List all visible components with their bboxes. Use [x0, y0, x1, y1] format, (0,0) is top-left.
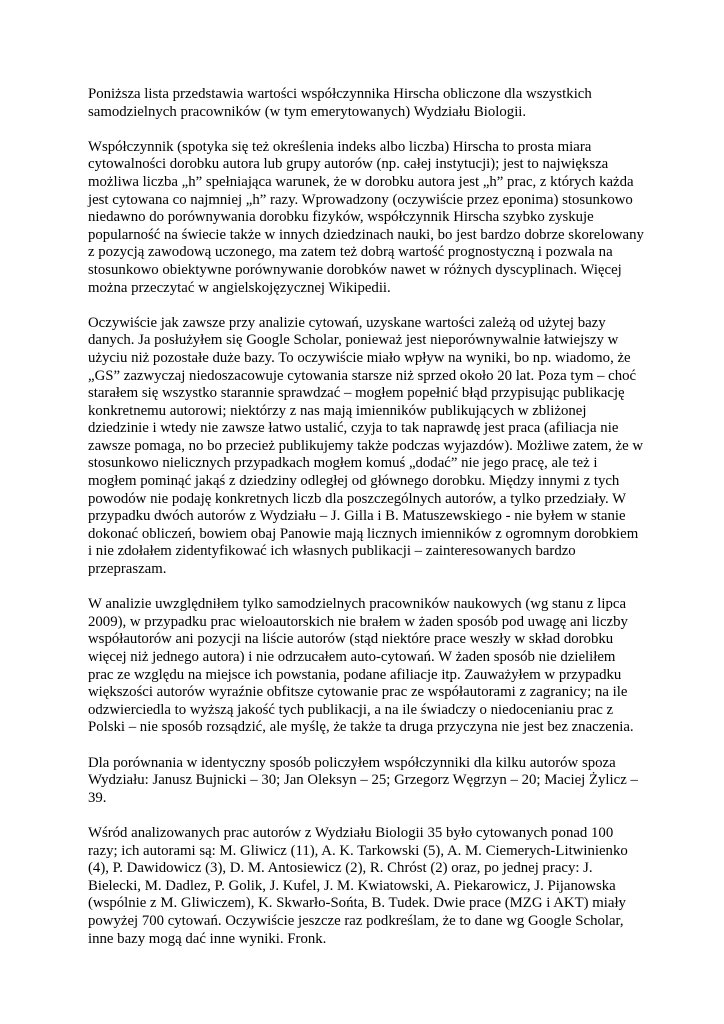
paragraph-intro: Poniższa lista przedstawia wartości współczynnika Hirscha obliczone dla wszystkich samodzielnych pracowników (w tym emerytowanych) Wydziału Biologii. — [88, 86, 592, 120]
paragraph-comparison: Dla porównania w identyczny sposób policzyłem współczynniki dla kilku autorów spoza Wydziału: Janusz Bujnicki – 30; Jan Oleksyn – 25; Grzegorz Węgrzyn – 20; Maciej Żylicz – 39. — [88, 754, 638, 806]
paragraph-scope: W analizie uwzględniłem tylko samodzielnych pracowników naukowych (wg stanu z lipca 2009), w przypadku prac wieloautorskich nie brałem w żaden sposób pod uwagę ani liczby współautorów ani pozycji na liście autorów (stąd niektóre prace weszły w skład dorobku więcej niż jednego autora) i nie odrzucałem auto-cytowań. W żaden sposób nie dzieliłem prac ze względu na miejsce ich powstania, podane afiliacje itp. Zauważyłem w przypadku większości autorów wyraźnie obfitsze cytowanie prac ze współautorami z zagranicy; na ile odzwierciedla to wyższą jakość tych publikacji, a na ile świadczy o niedocenianiu prac z Polski – nie sposób rozsądzić, ale myślę, że także ta druga przyczyna nie jest bez znaczenia. — [88, 596, 634, 736]
paragraph-highly-cited: Wśród analizowanych prac autorów z Wydziału Biologii 35 było cytowanych ponad 100 razy; ich autorami są: M. Gliwicz (11), A. K. Tarkowski (5), A. M. Ciemerych-Litwinienko (4), P. Dawidowicz (3), D. M. Antosiewicz (2), R. Chróst (2) oraz, po jednej pracy: J. Bielecki, M. Dadlez, P. Golik, J. Kufel, J. M. Kwiatowski, A. Piekarowicz, J. Pijanowska (wspólnie z M. Gliwiczem), K. Skwarło-Sońta, B. Tudek. Dwie prace (MZG i AKT) miały powyżej 700 cytowań. Oczywiście jeszcze raz podkreślam, że to dane wg Google Scholar, inne bazy mogą dać inne wyniki. Fronk. — [88, 824, 628, 947]
paragraph-method-caveats: Oczywiście jak zawsze przy analizie cytowań, uzyskane wartości zależą od użytej bazy danych. Ja posłużyłem się Google Scholar, ponieważ jest nieporównywalnie łatwiejszy w użyciu niż pozostałe duże bazy. To oczywiście miało wpływ na wyniki, bo np. wiadomo, że „GS” zazwyczaj niedoszacowuje cytowania starsze niż sprzed około 20 lat. Poza tym – choć starałem się wszystko starannie sprawdzać – mogłem popełnić błąd przypisując publikację konkretnemu autorowi; niektórzy z nas mają imienników publikujących w zbliżonej dziedzinie i wtedy nie zawsze łatwo ustalić, czyja to tak naprawdę jest praca (afiliacja nie zawsze pomaga, no bo przecież publikujemy także podczas wyjazdów). Możliwe zatem, że w stosunkowo nielicznych przypadkach mogłem komuś „dodać” nie jego pracę, ale też i mogłem pominąć jakąś z dziedziny odległej od głównego dorobku. Między innymi z tych powodów nie podaję konkretnych liczb dla poszczególnych autorów, a tylko przedziały. W przypadku dwóch autorów z Wydziału – J. Gilla i B. Matuszewskiego - nie byłem w stanie dokonać obliczeń, bowiem obaj Panowie mają licznych imienników z ogromnym dorobkiem i nie zdołałem zidentyfikować ich własnych publikacji – zainteresowanych bardzo przepraszam. — [88, 314, 644, 578]
document-page — [88, 86, 644, 966]
paragraph-definition: Współczynnik (spotyka się też określenia indeks albo liczba) Hirscha to prosta miara cytowalności dorobku autora lub grupy autorów (np. całej instytucji); jest to największa możliwa liczba „h” spełniająca warunek, że w dorobku autora jest „h” prac, z których każda jest cytowana co najmniej „h” razy. Wprowadzony (oczywiście przez eponima) stosunkowo niedawno do porównywania dorobku fizyków, współczynnik Hirscha szybko zyskuje popularność na świecie także w innych dziedzinach nauki, bo jest bardzo dobrze skorelowany z pozycją zawodową uczonego, ma zatem też dobrą wartość prognostyczną i pozwala na stosunkowo obiektywne porównywanie dorobków nawet w różnych dyscyplinach. Więcej można przeczytać w angielskojęzycznej Wikipedii. — [88, 138, 644, 296]
